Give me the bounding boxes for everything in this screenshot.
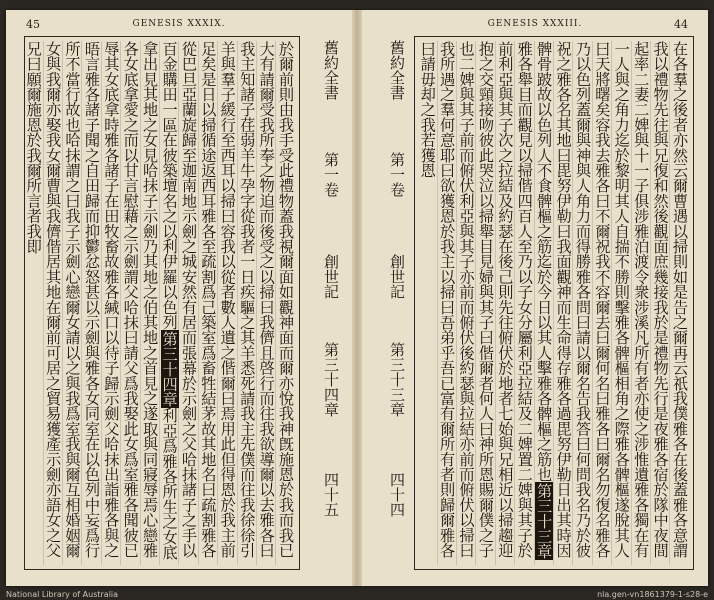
left-page-header — [26, 18, 332, 34]
left-body-text — [24, 41, 295, 565]
left-margin-book: 舊約全書 — [322, 40, 340, 100]
left-running-title: GENESIS XXXIX. — [132, 19, 226, 29]
library-credit: National Library of Australia — [6, 590, 119, 599]
right-margin-volume: 第一卷 — [388, 152, 406, 197]
right-margin-book: 舊約全書 — [388, 40, 406, 100]
right-page-header — [382, 18, 688, 34]
right-running-title: GENESIS XXXIII. — [487, 19, 583, 29]
record-identifier: nla.gen-vn1861379-1-s28-e — [597, 590, 708, 599]
left-text-after: 利亞爲雅各所生之女底拿出見其地之女見哈抹子示劍乃其地之伯其地之首見之遂取與同寢辱焉心戀雅各女底拿愛之而以甘言慰藉之示劍謂父哈抹曰請父爲我娶此女爲室雅各聞彼已辱其女底拿時雅各諸子在田牧畜故雅各緘口以待子歸示劍父哈抹出詣雅各與之晤言雅各諸子聞之自田歸而抑鬱忿怒甚以示劍與雅各女同室在以色列中妄爲行所不當行故也哈抹謂之曰我子示劍心戀爾女請以之與我爲室我與爾互相婚姻爾女與我爾亦娶我女爾曹與我儕偕居其地在爾前可居之貿易獲產示劍亦語女之父兄曰願爾施恩於我爾所言者我即 — [24, 41, 179, 560]
right-page-number: 44 — [674, 18, 688, 31]
left-chapter-marker: 第三十四章 — [160, 330, 179, 407]
right-margin-page: 四十四 — [388, 472, 406, 517]
book-spread — [6, 10, 708, 586]
right-text-after: 雅各舉目而觀見以掃偕四百人至乃以子女分屬利亞拉結及二婢置二婢與其子於前利亞與其子次之拉結及約瑟在後己則先往俯伏於地者七始與兄相近以掃趨迎抱之交頸接吻彼此哭泣以掃舉目見婦與其子曰偕爾者何人曰神所恩賜爾僕之子也二婢與其子前而俯伏利亞與其子亦前而俯伏後約瑟與拉結亦前而俯伏以掃曰我所遇之羣何意耶曰欲獲恩於我主以掃曰吾弟乎吾已富有爾所有者則歸爾雅各曰請毋却之我若獲恩 — [418, 41, 534, 558]
left-margin-genesis: 創世記 — [322, 254, 340, 299]
right-text-frame — [414, 36, 694, 570]
left-margin-volume: 第一卷 — [322, 152, 340, 197]
left-margin-chapter: 第三十四章 — [322, 342, 340, 417]
right-page — [362, 10, 708, 586]
right-margin-column — [374, 40, 408, 566]
right-chapter-marker: 第三十三章 — [535, 482, 554, 559]
left-page — [6, 10, 352, 586]
book-gutter — [352, 10, 362, 586]
left-text-frame — [24, 36, 300, 570]
left-margin-page: 四十五 — [322, 472, 340, 517]
right-body-text — [419, 41, 689, 565]
left-page-number: 45 — [26, 18, 40, 31]
right-text-before: 在各羣之後者亦然云爾曹遇以掃則如是告之爾再云祇我僕雅各在後蓋雅各意謂我以禮物先往與兄復和然後觀面庶幾接我於是禮物先行是夜雅各宿於隊中夜間起率二妻二婢與十一子俱涉雅泊渡令衆涉溪凡所有者亦使之涉惟遺雅各獨在有一人與之角力迄於黎明其人自揣不勝則擊雅各髀樞相角之際雅各髀樞遂脫其人曰天將曙矣容我去雅各曰不爾祝我不容爾去曰爾何名曰雅各曰爾名勿復名雅各乃以色列蓋爾與神與人角力而得勝雅各問曰請以爾名告我答曰何問我名乃於彼祝之雅各名其地曰毘努伊勒曰我面觀神而生命得存雅各過毘努伊勒日出其時因髀骨跛故以色列人不食髀樞之筋迄於今日以其人擊雅各髀樞之筋也 — [535, 41, 689, 558]
right-margin-chapter: 第三十三章 — [388, 342, 406, 417]
left-text-before: 於爾前則由我手受此禮物蓋我視爾面如觀神面而爾亦悅我神旣施恩於我而我已大有請爾受我所奉之物迫而後受之以掃曰我儕且啓行而往我欲導爾以去雅各曰我主知諸子荏弱羊牛孕字從我者一日疾驅之其羊悉死請我主先僕而往我徐徐引羊與羣子緩行至西耳以掃曰容我以從者數人遺之偕爾曰焉用此但得恩於我主前足矣是日以掃循途返西耳雅各至疏割爲己築室爲畜牲結茅故其地名曰疏割雅各從巴旦亞蘭旋歸至迦南地示劍之城安然有居而張幕於示劍之父哈抹諸子之手以百金購田一區在彼築壇名之以利伊羅以色列 — [160, 41, 295, 558]
left-margin-column — [308, 40, 342, 566]
right-margin-genesis: 創世記 — [388, 254, 406, 299]
